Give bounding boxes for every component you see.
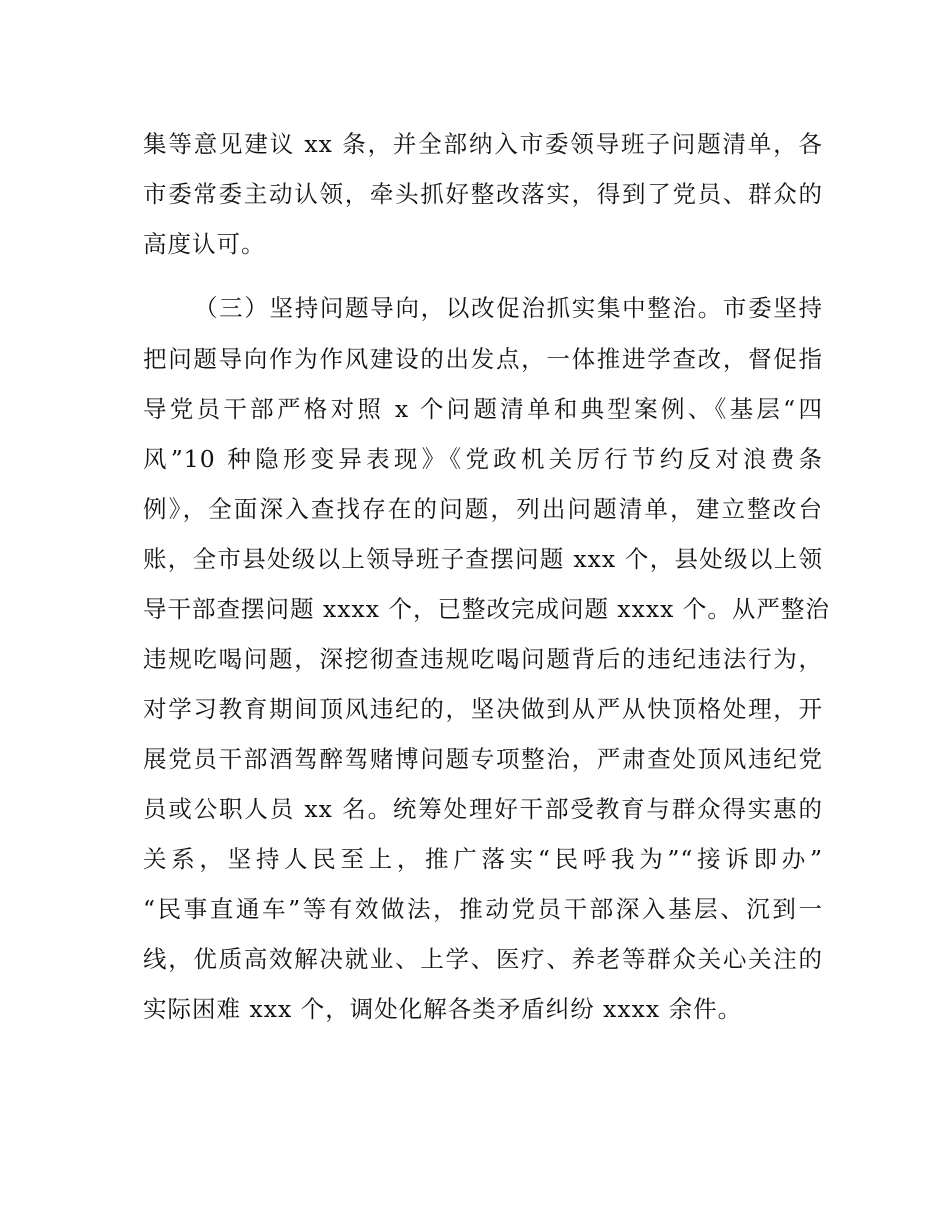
text-line: 风”10 种隐形变异表现》《党政机关厉行节约反对浪费条 bbox=[143, 445, 823, 473]
text-line: 把问题导向作为作风建设的出发点，一体推进学查改，督促指 bbox=[143, 345, 823, 373]
text-line: 违规吃喝问题，深挖彻查违规吃喝问题背后的违纪违法行为， bbox=[143, 645, 823, 673]
text-line: 员或公职人员 xx 名。统筹处理好干部受教育与群众得实惠的 bbox=[143, 795, 823, 823]
text-line: 展党员干部酒驾醉驾赌博问题专项整治，严肃查处顶风违纪党 bbox=[143, 745, 823, 773]
text-line: 例》，全面深入查找存在的问题，列出问题清单，建立整改台 bbox=[143, 495, 823, 523]
text-line: 关系，坚持人民至上，推广落实“民呼我为”“接诉即办” bbox=[143, 845, 823, 873]
text-line: 集等意见建议 xx 条，并全部纳入市委领导班子问题清单，各 bbox=[143, 130, 823, 158]
text-line: 高度认可。 bbox=[143, 230, 266, 258]
text-line: 导党员干部严格对照 x 个问题清单和典型案例、《基层“四 bbox=[143, 395, 823, 423]
text-line: 账，全市县处级以上领导班子查摆问题 xxx 个，县处级以上领 bbox=[143, 545, 823, 573]
text-line: 实际困难 xxx 个，调处化解各类矛盾纠纷 xxxx 余件。 bbox=[143, 995, 743, 1023]
text-line: “民事直通车”等有效做法，推动党员干部深入基层、沉到一 bbox=[143, 895, 823, 923]
text-line: 导干部查摆问题 xxxx 个，已整改完成问题 xxxx 个。从严整治 bbox=[143, 595, 830, 623]
text-line: 对学习教育期间顶风违纪的，坚决做到从严从快顶格处理，开 bbox=[143, 695, 823, 723]
text-line: 市委常委主动认领，牵头抓好整改落实，得到了党员、群众的 bbox=[143, 180, 823, 208]
section-heading-line: （三）坚持问题导向，以改促治抓实集中整治。市委坚持 bbox=[194, 294, 823, 322]
text-line: 线，优质高效解决就业、上学、医疗、养老等群众关心关注的 bbox=[143, 945, 823, 973]
